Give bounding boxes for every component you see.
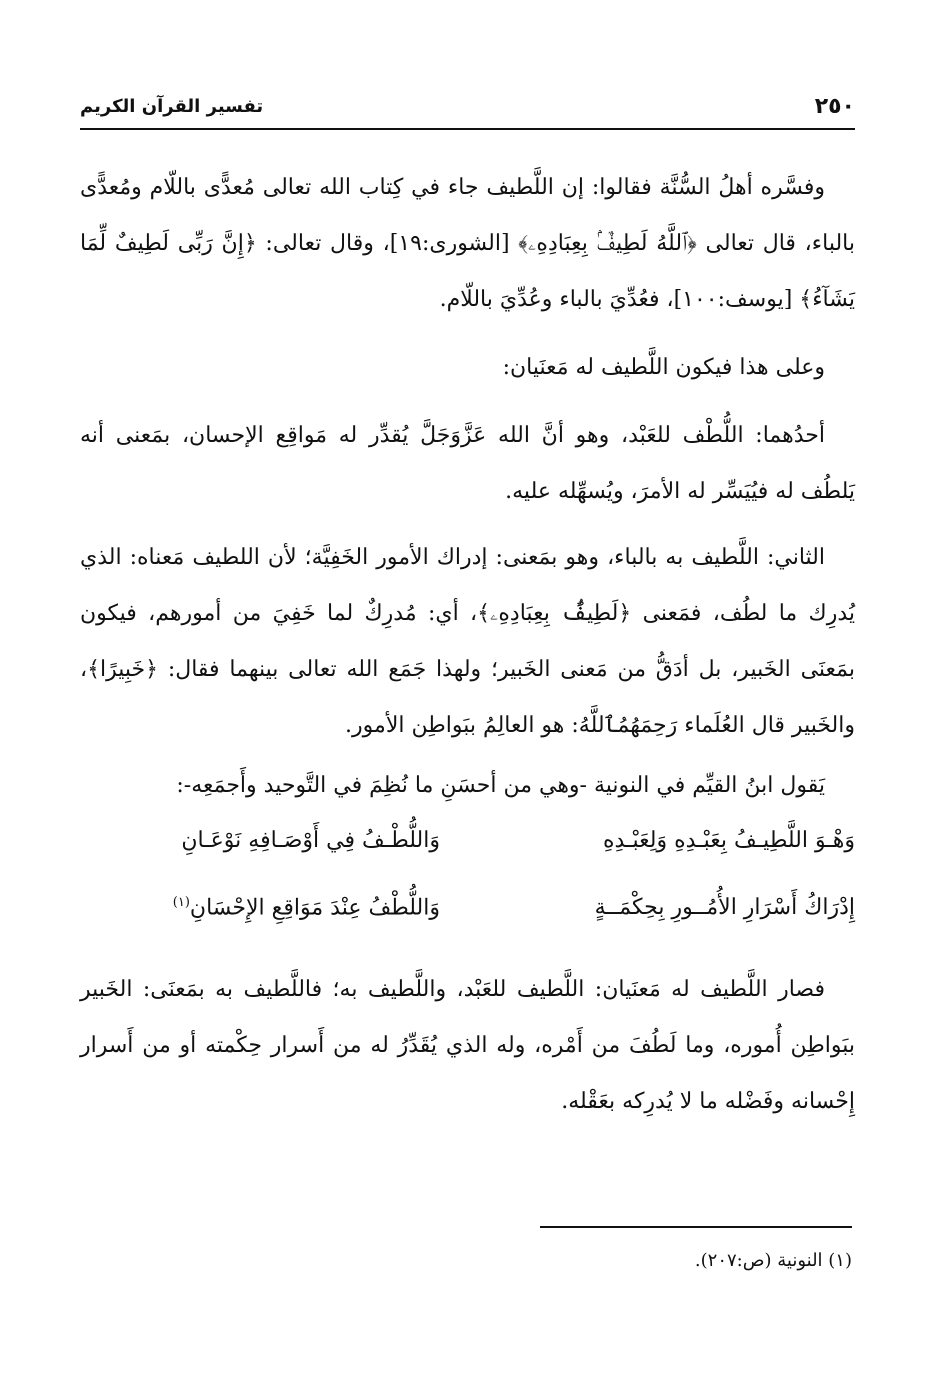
verse-2-second-hemistich	[100, 895, 440, 920]
verse-2-second-hemistich-text: وَاللُّطْفُ عِنْدَ مَوَاقِعِ الإِحْسَانِ	[189, 895, 440, 921]
page-header	[80, 92, 855, 130]
paragraph-6: فصار اللَّطيف له مَعنَيان: اللَّطيف للعَبْد، واللَّطيف به؛ فاللَّطيف به بمَعنَى: الخَبير ببَواطِن أُموره، وما لَطُفَ من أَمْره، وله الذي يُقَدِّرُ له من أَسرار حِكْمته أو من أَسرار إِحْسانه وفَضْله ما لا يُدرِكه بعَقْله.	[80, 977, 855, 1114]
footnote: (١) النونية (ص:٢٠٧).	[694, 1250, 852, 1271]
paragraph-5: يَقول ابنُ القيِّم في النونية -وهي من أحسَنِ ما نُظِمَ في التَّوحيد وأَجمَعِه-:	[176, 773, 825, 798]
footnote-marker: (١)	[172, 895, 190, 910]
paragraph-3: أحدُهما: اللُّطْف للعَبْد، وهو أنَّ الله عَزَّوَجَلَّ يُقدِّر له مَواقِع الإحسان، بمَعنى أنه يَلطُف له فيُيَسِّر له الأمرَ، ويُسهِّله عليه.	[80, 423, 855, 504]
verse-1-first-hemistich: وَهْـوَ اللَّطِيـفُ بِعَبْـدِهِ وَلِعَبْـدِهِ	[602, 828, 855, 853]
page-number: ٢٥٠	[814, 94, 855, 119]
paragraph-4: الثاني: اللَّطيف به بالباء، وهو بمَعنى: إدراك الأمور الخَفِيَّة؛ لأن اللطيف مَعناه: الذي يُدرِك ما لطُف، فمَعنى ﴿لَطِيفٌۢ بِعِبَادِهِۦ﴾، أي: مُدرِكٌ لما خَفِيَ من أمورهم، فيكون بمَعنَى الخَبير، بل أدَقُّ من مَعنى الخَبير؛ ولهذا جَمَع الله تعالى بينهما فقال: ﴿خَبِيرًا﴾، والخَبير قال العُلَماء رَحِمَهُمُٱللَّهُ: هو العالِمُ ببَواطِن الأمور.	[80, 545, 855, 738]
footnote-divider	[540, 1226, 852, 1228]
verse-2-first-hemistich: إِدْرَاكُ أَسْرَارِ الأُمُــورِ بِحِكْمَــةٍ	[594, 895, 855, 920]
verse-line-1	[80, 818, 855, 878]
running-title: تفسير القرآن الكريم	[80, 96, 264, 117]
verse-line-2	[80, 885, 855, 945]
paragraph-2: وعلى هذا فيكون اللَّطيف له مَعنَيان:	[502, 355, 825, 380]
paragraph-1: وفسَّره أهلُ السُّنَّة فقالوا: إن اللَّطيف جاء في كِتاب الله تعالى مُعدًّى باللّام ومُعدًّى بالباء، قال تعالى ﴿ٱللَّهُ لَطِيفٌۢ بِعِبَادِهِۦ﴾ [الشورى:١٩]، وقال تعالى: ﴿إِنَّ رَبِّى لَطِيفٌ لِّمَا يَشَآءُ﴾ [يوسف:١٠٠]، فعُدِّيَ بالباء وعُدِّيَ باللّام.	[80, 175, 855, 312]
verse-1-second-hemistich: وَاللُّطْـفُ فِي أَوْصَـافِهِ نَوْعَـانِ	[181, 828, 440, 853]
